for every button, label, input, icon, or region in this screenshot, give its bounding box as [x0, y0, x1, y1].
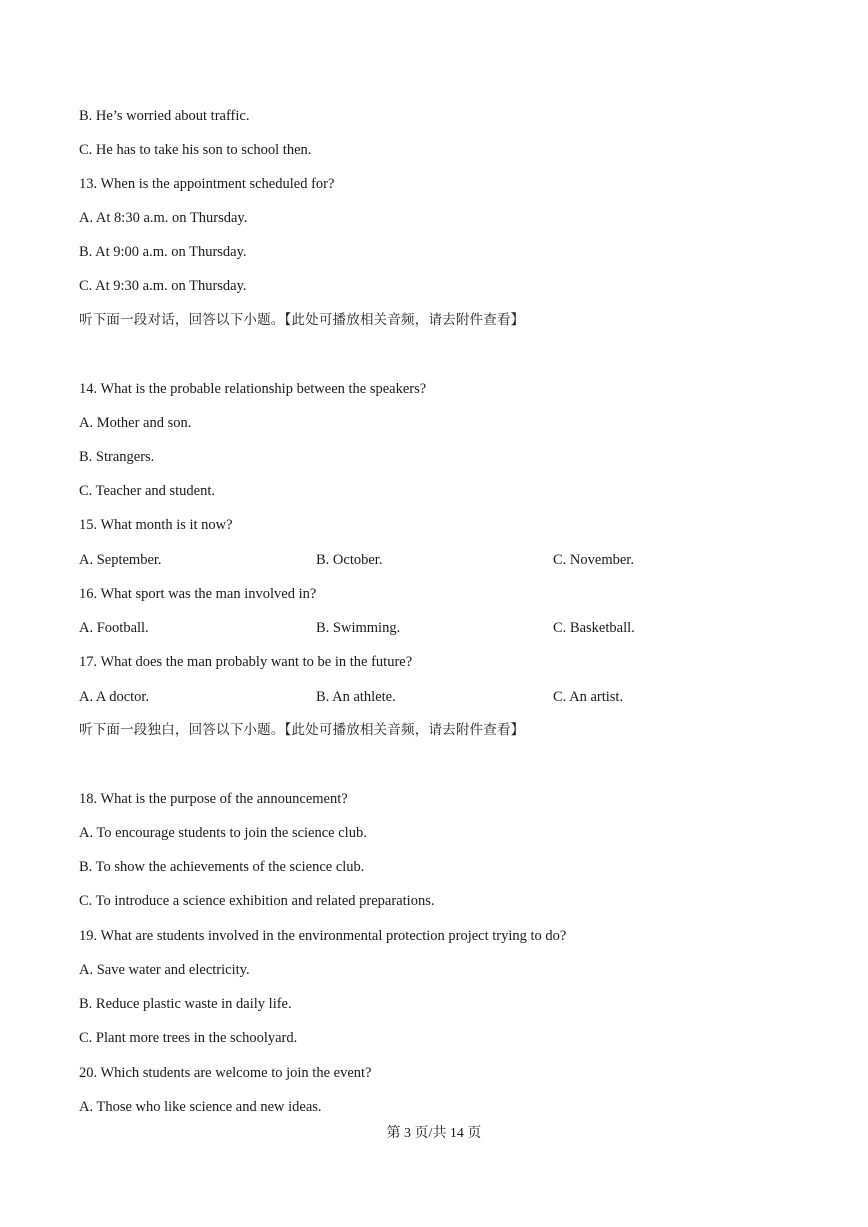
question-17: 17. What does the man probably want to be in the future?: [79, 654, 413, 670]
option-c: C. November.: [553, 552, 634, 568]
question-14: 14. What is the probable relationship between the speakers?: [79, 381, 427, 397]
option-line: C. To introduce a science exhibition and related preparations.: [79, 893, 435, 909]
option-b: B. An athlete.: [316, 689, 396, 705]
option-line: C. Teacher and student.: [79, 483, 216, 499]
options-row-15: [79, 551, 779, 569]
option-line: A. Save water and electricity.: [79, 962, 250, 978]
option-line: B. To show the achievements of the science club.: [79, 859, 365, 875]
option-b: B. October.: [316, 552, 383, 568]
option-b: B. Swimming.: [316, 620, 401, 636]
option-line: A. Mother and son.: [79, 415, 192, 431]
option-line: B. He’s worried about traffic.: [79, 108, 250, 124]
question-13: 13. When is the appointment scheduled for?: [79, 176, 335, 192]
question-18: 18. What is the purpose of the announcement?: [79, 791, 348, 807]
options-row-17: [79, 688, 779, 706]
option-line: B. Strangers.: [79, 449, 155, 465]
option-line: A. To encourage students to join the science club.: [79, 825, 367, 841]
question-20: 20. Which students are welcome to join the event?: [79, 1065, 372, 1081]
options-row-16: [79, 619, 779, 637]
instruction-line: 听下面一段对话，回答以下小题。【此处可播放相关音频，请去附件查看】: [79, 312, 525, 328]
option-line: B. At 9:00 a.m. on Thursday.: [79, 244, 247, 260]
option-line: C. He has to take his son to school then.: [79, 142, 312, 158]
page-footer: 第 3 页/共 14 页: [386, 1126, 482, 1141]
option-c: C. Basketball.: [553, 620, 635, 636]
instruction-line: 听下面一段独白，回答以下小题。【此处可播放相关音频，请去附件查看】: [79, 722, 525, 738]
question-19: 19. What are students involved in the environmental protection project trying to do?: [79, 928, 567, 944]
question-16: 16. What sport was the man involved in?: [79, 586, 317, 602]
option-line: B. Reduce plastic waste in daily life.: [79, 996, 292, 1012]
option-a: A. September.: [79, 552, 162, 568]
option-line: C. Plant more trees in the schoolyard.: [79, 1030, 298, 1046]
question-15: 15. What month is it now?: [79, 517, 233, 533]
option-line: A. Those who like science and new ideas.: [79, 1099, 322, 1115]
option-a: A. Football.: [79, 620, 149, 636]
option-a: A. A doctor.: [79, 689, 150, 705]
option-line: C. At 9:30 a.m. on Thursday.: [79, 278, 247, 294]
option-line: A. At 8:30 a.m. on Thursday.: [79, 210, 248, 226]
option-c: C. An artist.: [553, 689, 624, 705]
